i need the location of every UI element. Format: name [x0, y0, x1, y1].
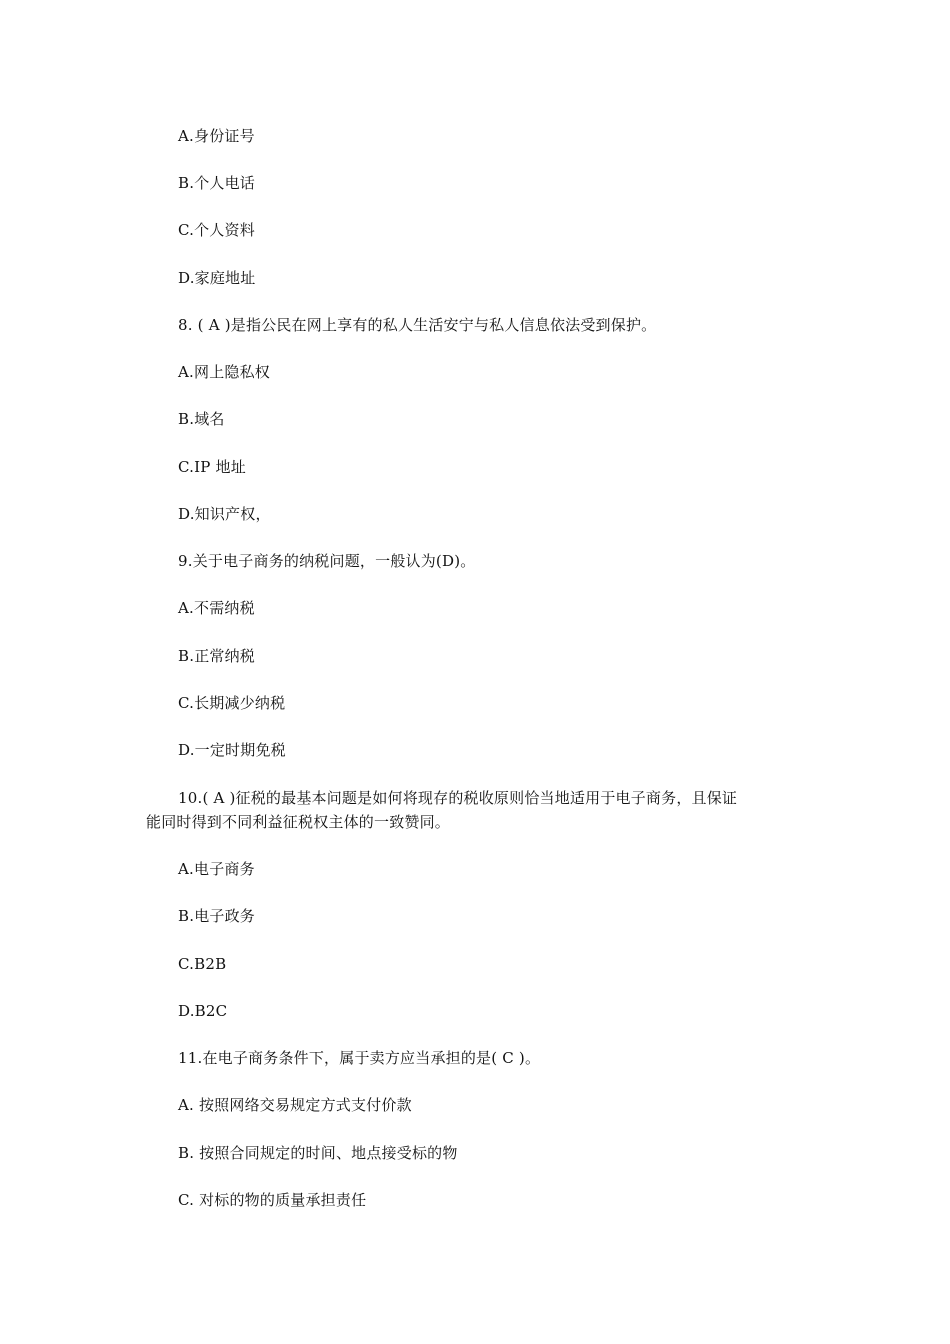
- q9-option-c: C.长期减少纳税: [178, 694, 286, 712]
- q8-option-d: D.知识产权，: [178, 505, 271, 523]
- question-9: 9.关于电子商务的纳税问题，一般认为(D)。: [178, 552, 476, 570]
- q10-option-a: A.电子商务: [178, 860, 255, 878]
- option-d-home-address: D.家庭地址: [178, 269, 256, 287]
- question-8: 8. ( A )是指公民在网上享有的私人生活安宁与私人信息依法受到保护。: [178, 316, 657, 334]
- q10-option-c: C.B2B: [178, 955, 227, 973]
- q11-option-a: A. 按照网络交易规定方式支付价款: [178, 1096, 412, 1114]
- q8-option-a: A.网上隐私权: [178, 363, 271, 381]
- q10-option-d: D.B2C: [178, 1002, 228, 1020]
- q10-option-b: B.电子政务: [178, 907, 255, 925]
- q9-option-b: B.正常纳税: [178, 647, 255, 665]
- question-10-line-2: 能同时得到不同利益征税权主体的一致赞同。: [146, 813, 451, 831]
- question-10-line-1: 10.( A )征税的最基本问题是如何将现存的税收原则恰当地适用于电子商务，且保证: [178, 789, 738, 807]
- q8-option-c: C.IP 地址: [178, 458, 246, 476]
- q11-option-c: C. 对标的物的质量承担责任: [178, 1191, 367, 1209]
- q11-option-b: B. 按照合同规定的时间、地点接受标的物: [178, 1144, 458, 1162]
- option-c-personal-data: C.个人资料: [178, 221, 255, 239]
- q8-option-b: B.域名: [178, 410, 225, 428]
- option-b-personal-phone: B.个人电话: [178, 174, 255, 192]
- q9-option-d: D.一定时期免税: [178, 741, 286, 759]
- option-a-id-number: A.身份证号: [178, 127, 255, 145]
- question-11: 11.在电子商务条件下，属于卖方应当承担的是( C )。: [178, 1049, 541, 1067]
- q9-option-a: A.不需纳税: [178, 599, 255, 617]
